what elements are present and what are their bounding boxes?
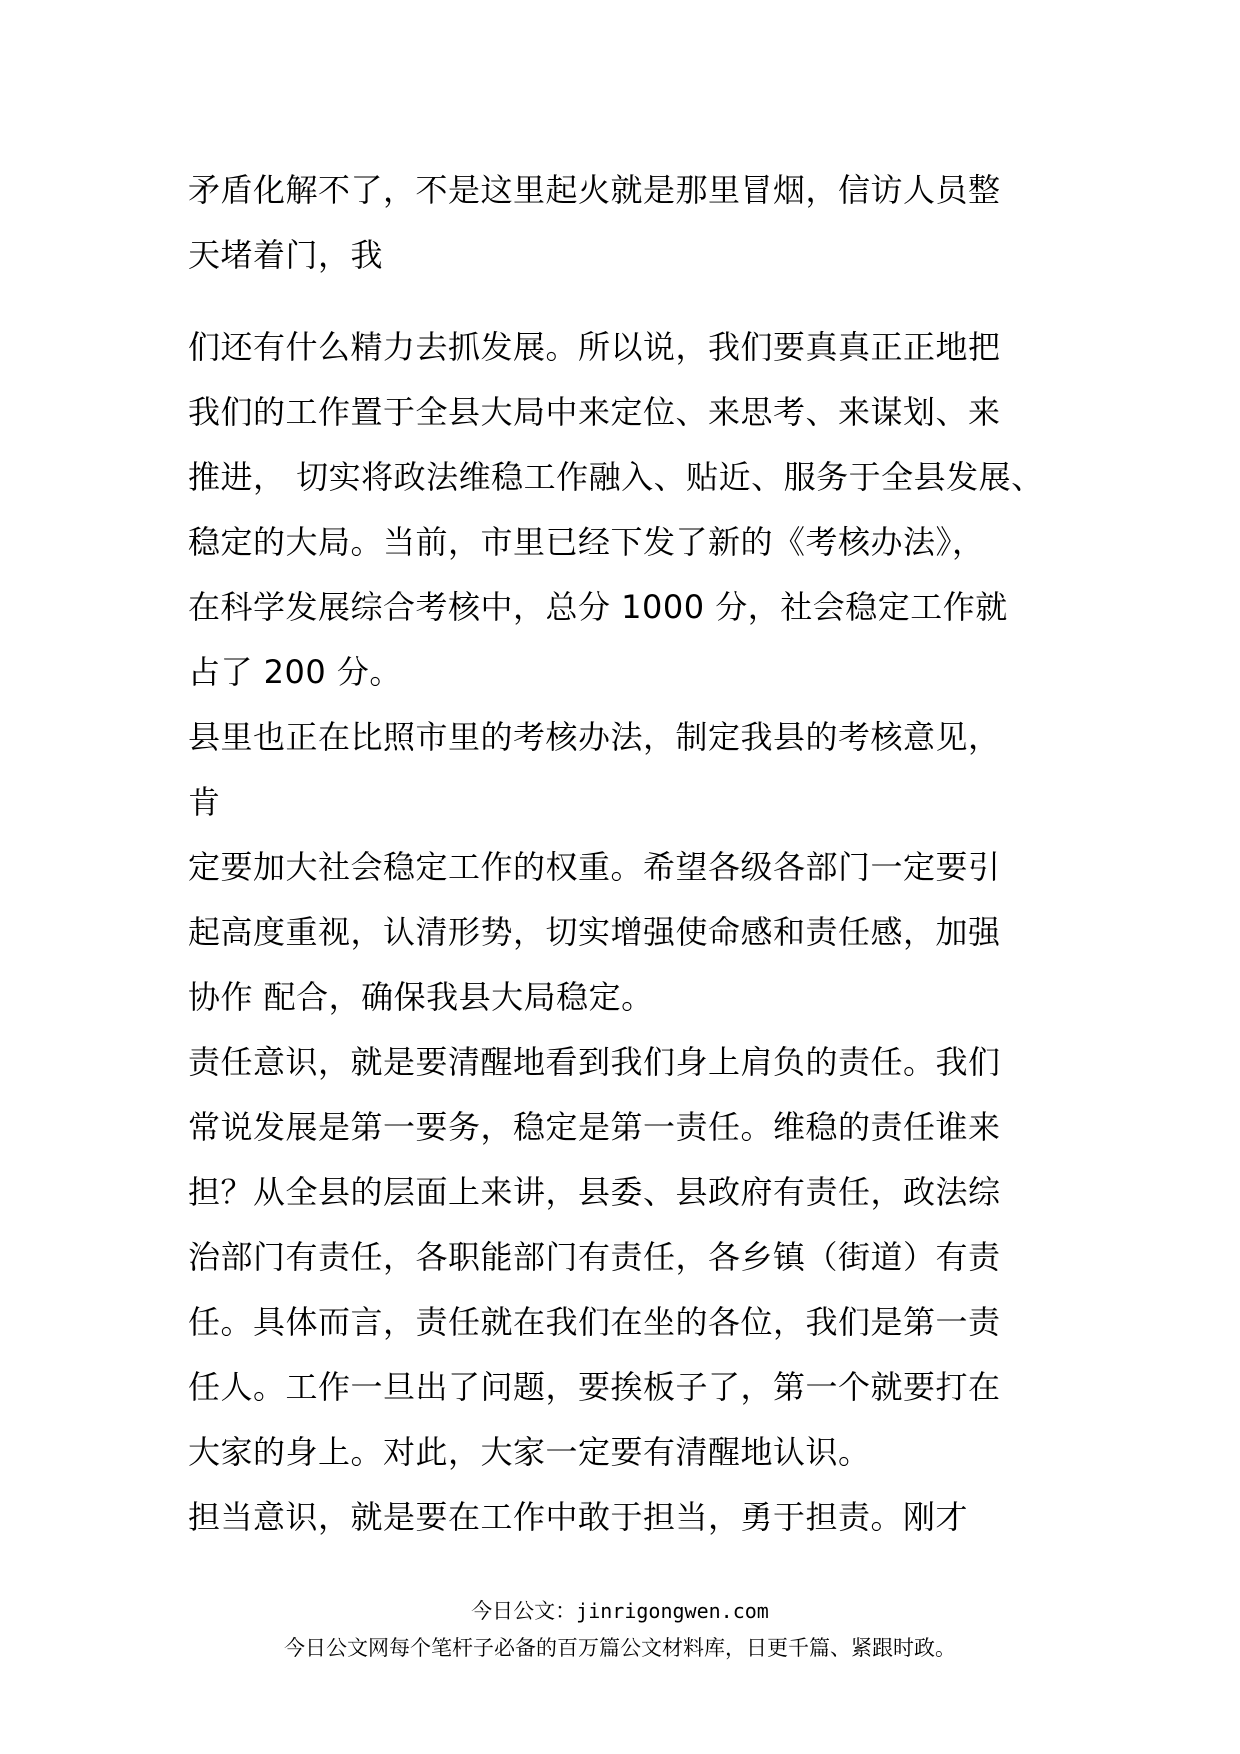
text-line: 治部门有责任，各职能部门有责任，各乡镇（街道）有责 xyxy=(188,1238,1001,1276)
text-line: 占了 200 分。 xyxy=(188,653,402,691)
text-line: 定要加大社会稳定工作的权重。希望各级各部门一定要引 xyxy=(188,848,1001,886)
text-line: 担？从全县的层面上来讲，县委、县政府有责任，政法综 xyxy=(188,1173,1001,1211)
text-line: 推进， 切实将政法维稳工作融入、贴近、服务于全县发展、 xyxy=(188,458,1044,496)
text-line: 矛盾化解不了，不是这里起火就是那里冒烟，信访人员整 xyxy=(188,171,1001,209)
text-line: 肯 xyxy=(188,783,221,821)
text-line: 在科学发展综合考核中，总分 1000 分，社会稳定工作就 xyxy=(188,588,1008,626)
text-line: 责任意识，就是要清醒地看到我们身上肩负的责任。我们 xyxy=(188,1043,1001,1081)
footer-tagline: 今日公文网每个笔杆子必备的百万篇公文材料库，日更千篇、紧跟时政。 xyxy=(284,1636,956,1660)
text-line: 们还有什么精力去抓发展。所以说，我们要真真正正地把 xyxy=(188,328,1001,366)
text-line: 担当意识，就是要在工作中敢于担当，勇于担责。刚才 xyxy=(188,1498,969,1536)
text-line: 起高度重视，认清形势，切实增强使命感和责任感，加强 xyxy=(188,913,1001,951)
text-line: 大家的身上。对此，大家一定要有清醒地认识。 xyxy=(188,1433,871,1471)
text-line: 任。具体而言，责任就在我们在坐的各位，我们是第一责 xyxy=(188,1303,1001,1341)
text-line: 稳定的大局。当前，市里已经下发了新的《考核办法》， xyxy=(188,523,985,561)
text-line: 协作 配合，确保我县大局稳定。 xyxy=(188,978,654,1016)
text-line: 常说发展是第一要务，稳定是第一责任。维稳的责任谁来 xyxy=(188,1108,1001,1146)
footer-site-link[interactable]: jinrigongwen.com xyxy=(576,1599,769,1623)
paragraph-gap xyxy=(188,288,1088,315)
text-line: 天堵着门，我 xyxy=(188,236,384,274)
document-body xyxy=(188,158,1088,1550)
footer-site-label: 今日公文： xyxy=(471,1599,577,1623)
footer-site-line xyxy=(0,1595,1240,1625)
text-line: 我们的工作置于全县大局中来定位、来思考、来谋划、来 xyxy=(188,393,1001,431)
text-line: 任人。工作一旦出了问题，要挨板子了，第一个就要打在 xyxy=(188,1368,1001,1406)
text-line: 县里也正在比照市里的考核办法，制定我县的考核意见， xyxy=(188,718,1001,756)
